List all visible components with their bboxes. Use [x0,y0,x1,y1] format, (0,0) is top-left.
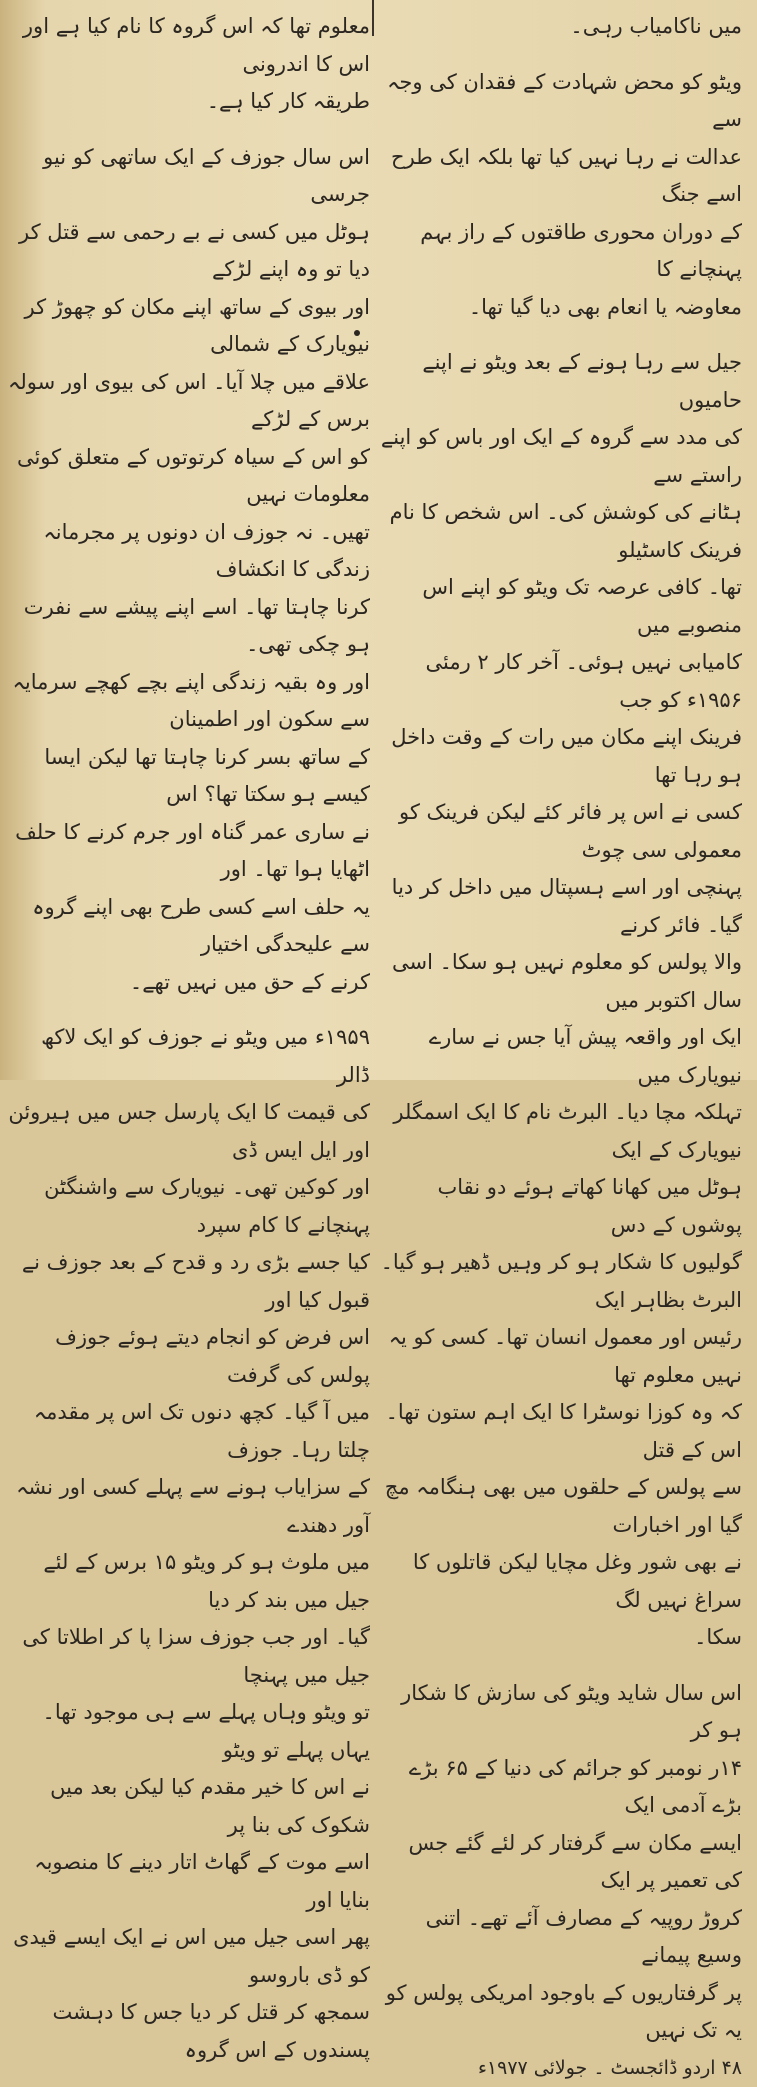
text-line: اور بیوی کے ساتھ اپنے مکان کو چھوڑ کر نیویارک کے شمالی [8,289,370,364]
text-line: اسے موت کے گھاٹ اتار دینے کا منصوبہ بنایا اور [8,1844,370,1919]
text-line: ہٹانے کی کوشش کی۔ اس شخص کا نام فرینک کاسٹیلو [376,494,742,569]
text-line: ایک اور واقعہ پیش آیا جس نے سارے نیویارک میں [376,1019,742,1094]
text-line: تو ویٹو وہاں پہلے سے ہی موجود تھا۔ یہاں پہلے تو ویٹو [8,1694,370,1769]
text-line: نے ساری عمر گناہ اور جرم کرنے کا حلف اٹھایا ہوا تھا۔ اور [8,814,370,889]
text-line: کہ وہ کوزا نوسٹرا کا ایک اہم ستون تھا۔ اس کے قتل [376,1394,742,1469]
text-line: کو اس کے سیاہ کرتوتوں کے متعلق کوئی معلومات نہیں [8,439,370,514]
text-line: ایسے مکان سے گرفتار کر لئے گئے جس کی تعمیر پر ایک [376,1825,742,1900]
text-line: کامیابی نہیں ہوئی۔ آخر کار ۲ رمئی ۱۹۵۶ء کو جب [376,644,742,719]
right-top-line: میں ناکامیاب رہی۔ [376,8,742,46]
left-para-2 [8,139,370,1002]
text-line: سے پولس کے حلقوں میں بھی ہنگامہ مچ گیا اور اخبارات [376,1469,742,1544]
left-para-1 [8,8,370,121]
text-line: کے دوران محوری طاقتوں کے راز بہم پہنچانے کا [376,214,742,289]
text-line: اس فرض کو انجام دیتے ہوئے جوزف پولس کی گرفت [8,1319,370,1394]
text-line: کے سزایاب ہونے سے پہلے کسی اور نشہ آور دھندے [8,1469,370,1544]
page-footer: ۴۸ اردو ڈائجسٹ ۔ جولائی ۱۹۷۷ء [376,2050,742,2087]
text-line: تھا۔ کافی عرصہ تک ویٹو کو اپنے اس منصوبے میں [376,569,742,644]
right-para-1 [376,64,742,327]
text-line: پھر اسی جیل میں اس نے ایک ایسے قیدی کو ڈی باروسو [8,1919,370,1994]
text-line: گولیوں کا شکار ہو کر وہیں ڈھیر ہو گیا۔ البرٹ بظاہر ایک [376,1244,742,1319]
text-line: جیل سے رہا ہونے کے بعد ویٹو نے اپنے حامیوں [376,344,742,419]
text-line: کی مدد سے گروہ کے ایک اور باس کو اپنے راستے سے [376,419,742,494]
text-line: فرینک اپنے مکان میں رات کے وقت داخل ہو رہا تھا [376,719,742,794]
text-line: کسی نے اس پر فائر کئے لیکن فرینک کو معمولی سی چوٹ [376,794,742,869]
text-line: اس سال شاید ویٹو کی سازش کا شکار ہو کر [376,1675,742,1750]
text-line: پہنچی اور اسے ہسپتال میں داخل کر دیا گیا۔ فائر کرنے [376,869,742,944]
text-line: رئیس اور معمول انسان تھا۔ کسی کو یہ نہیں معلوم تھا [376,1319,742,1394]
text-line: معلوم تھا کہ اس گروہ کا نام کیا ہے اور اس کا اندرونی [8,8,370,83]
right-para-3 [376,1675,742,2050]
text-line: نے اس کا خیر مقدم کیا لیکن بعد میں شکوک کی بنا پر [8,1769,370,1844]
right-para-2 [376,344,742,1657]
text-line: تھیں۔ نہ جوزف ان دونوں پر مجرمانہ زندگی کا انکشاف [8,514,370,589]
text-line: ۱۹۵۹ء میں ویٹو نے جوزف کو ایک لاکھ ڈالر [8,1019,370,1094]
text-line: علاقے میں چلا آیا۔ اس کی بیوی اور سولہ برس کے لڑکے [8,364,370,439]
text-line: کیا جسے بڑی رد و قدح کے بعد جوزف نے قبول کیا اور [8,1244,370,1319]
text-line: معاوضہ یا انعام بھی دیا گیا تھا۔ [376,289,742,327]
text-line: والا پولس کو معلوم نہیں ہو سکا۔ اسی سال اکتوبر میں [376,944,742,1019]
text-line: اور کوکین تھی۔ نیویارک سے واشنگٹن پہنچانے کا کام سپرد [8,1169,370,1244]
text-line: ہوٹل میں کھانا کھاتے ہوئے دو نقاب پوشوں کے دس [376,1169,742,1244]
text-line: کی قیمت کا ایک پارسل جس میں ہیروئن اور ایل ایس ڈی [8,1094,370,1169]
text-line: ۱۴ر نومبر کو جرائم کی دنیا کے ۶۵ بڑے بڑے آدمی ایک [376,1750,742,1825]
text-line: ہوٹل میں کسی نے بے رحمی سے قتل کر دیا تو وہ اپنے لڑکے [8,214,370,289]
text-line: ویٹو کو محض شہادت کے فقدان کی وجہ سے [376,64,742,139]
text-line: پر گرفتاریوں کے باوجود امریکی پولس کو یہ تک نہیں [376,1975,742,2050]
text-line: کرنا چاہتا تھا۔ اسے اپنے پیشے سے نفرت ہو چکی تھی۔ [8,589,370,664]
text-line: میں ملوث ہو کر ویٹو ۱۵ برس کے لئے جیل میں بند کر دیا [8,1544,370,1619]
text-line: کرنے کے حق میں نہیں تھے۔ [8,964,370,1002]
text-line: سکا۔ [376,1619,742,1657]
text-line: اور وہ بقیہ زندگی اپنے بچے کھچے سرمایہ سے سکون اور اطمینان [8,664,370,739]
right-column [376,8,742,1060]
text-line: کروڑ روپیہ کے مصارف آئے تھے۔ اتنی وسیع پیمانے [376,1900,742,1975]
text-line: کے ساتھ بسر کرنا چاہتا تھا لیکن ایسا کیسے ہو سکتا تھا؟ اس [8,739,370,814]
text-line: نے بھی شور وغل مچایا لیکن قاتلوں کا سراغ نہیں لگ [376,1544,742,1619]
text-line: میں آ گیا۔ کچھ دنوں تک اس پر مقدمہ چلتا رہا۔ جوزف [8,1394,370,1469]
text-line: عدالت نے رہا نہیں کیا تھا بلکہ ایک طرح اسے جنگ [376,139,742,214]
text-line: یہ حلف اسے کسی طرح بھی اپنے گروہ سے علیحدگی اختیار [8,889,370,964]
column-top-rule [372,0,374,36]
left-para-3 [8,1019,370,2069]
text-line: طریقہ کار کیا ہے۔ [8,83,370,121]
text-line: گیا۔ اور جب جوزف سزا پا کر اطلاتا کی جیل میں پہنچا [8,1619,370,1694]
left-column [8,8,370,1060]
text-line: تہلکہ مچا دیا۔ البرٹ نام کا ایک اسمگلر نیویارک کے ایک [376,1094,742,1169]
text-line: اس سال جوزف کے ایک ساتھی کو نیو جرسی [8,139,370,214]
text-line: سمجھ کر قتل کر دیا جس کا دہشت پسندوں کے اس گروہ [8,1994,370,2069]
